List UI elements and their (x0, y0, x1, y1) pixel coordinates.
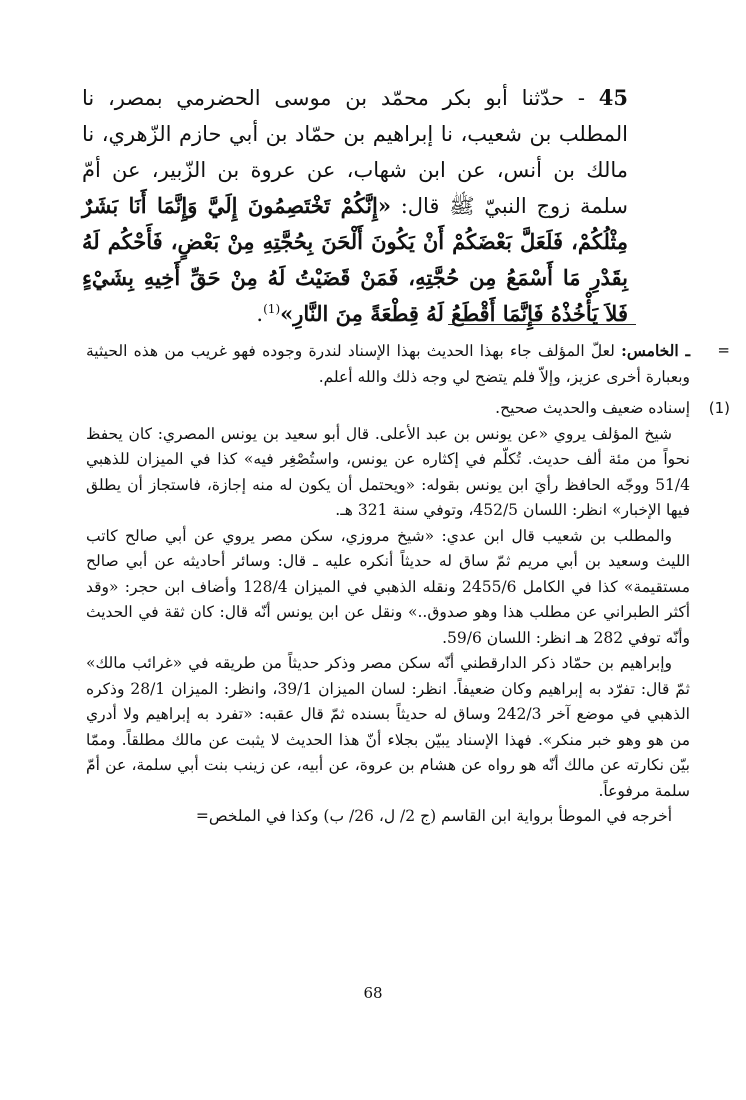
hadith-isnad: - حدّثنا أبو بكر محمّد بن موسى الحضرمي بمصر، نا المطلب بن شعيب، نا إبراهيم بن حمّاد بن أبي حازم الزّهري، نا مالك بن أنس، عن ابن شهاب، عن عروة بن الزّبير، عن أمّ سلمة زوج النبيّ ﷺ قال: (82, 86, 628, 218)
footnote-paragraph: والمطلب بن شعيب قال ابن عدي: «شيخ مروزي، سكن مصر يروي عن أبي صالح كاتب الليث وسعيد بن أبي مريم ثمّ ساق له حديثاً أنكره عليه ـ قال: وسائر أحاديثه عن أبي صالح مستقيمة» كذا في الكامل 2455/6 ونقله الذهبي في الميزان 128/4 وأضاف ابن حجر: «وقد أكثر الطبراني عن مطلب هذا وهو صدوق..» ونقل عن ابن يونس أنّه قال: كان ثقة في الحديث وأنّه توفي 282 هـ انظر: اللسان 59/6. (86, 526, 690, 647)
footnote-paragraph: أخرجه في الموطأ برواية ابن القاسم (ج 2/ ل، 26/ ب) وكذا في الملخص= (195, 807, 672, 825)
page-number: 68 (363, 984, 383, 1002)
continued-note (86, 338, 730, 390)
footnotes-section (86, 338, 730, 836)
hadith-end: . (256, 302, 264, 326)
continuation-marker: = (717, 341, 730, 359)
hadith-paragraph (82, 80, 628, 332)
hadith-matn: «إِنَّكُمْ تَخْتَصِمُونَ إِلَيَّ وَإِنَّمَا أَنَا بَشَرٌ مِثْلُكُمْ، فَلَعَلَّ بَعْضَكُمْ أَنْ يَكُونَ أَلْحَنَ بِحُجَّتِهِ مِنْ بَعْضٍ، فَأَحْكُم لَهُ بِقَدْرِ مَا أَسْمَعُ مِن حُجَّتِهِ، فَمَنْ قَضَيْتُ لَهُ مِنْ حَقِّ أَخِيهِ بِشَيْءٍ فَلاَ يَأْخُذْهُ فَإِنَّمَا أَقْطَعُ لَهُ قِطْعَةً مِنَ النَّارِ» (82, 193, 628, 326)
footnote-separator (448, 324, 636, 325)
footnote-paragraph: وإبراهيم بن حمّاد ذكر الدارقطني أنّه سكن مصر وذكر حديثاً من طريقه في «غرائب مالك» ثمّ قال: تفرّد به إبراهيم وكان ضعيفاً. انظر: لسان الميزان 39/1، وانظر: الميزان 28/1 وذكره الذهبي في موضع آخر 242/3 وساق له حديثاً بسنده ثمّ قال عقبه: «تفرد به إبراهيم ولا أدري من هو وهو خبر منكر». فهذا الإسناد يبيّن بجلاء أنّ هذا الحديث لا يثبت عن مالك مطلقاً. وممّا بيّن نكارته عن مالك أنّه هو رواه عن هشام بن عروة، عن أبيه، عن زينب بنت أبي سلمة، عن أمّ سلمة مرفوعاً. (86, 654, 690, 800)
footnote-reference: (1) (263, 302, 281, 316)
note-khamis-label: ـ الخامس: (621, 341, 690, 360)
footnote-marker: (1) (708, 399, 730, 417)
footnote-1 (86, 396, 730, 830)
footnote-line: إسناده ضعيف والحديث صحيح. (495, 399, 690, 417)
hadith-number: 45 (598, 85, 628, 110)
note-khamis-text: لعلّ المؤلف جاء بهذا الحديث بهذا الإسناد لندرة وجوده فهو غريب من هذه الحيثية وبعبارة أخرى عزيز، وإلاّ فلم يتضح لي وجه ذلك والله أعلم. (86, 342, 690, 386)
footnote-paragraph: شيخ المؤلف يروي «عن يونس بن عبد الأعلى. قال أبو سعيد بن يونس المصري: كان يحفظ نحواً من مئة ألف حديث. تُكلّم في إكثاره عن يونس، واستُصْغِر فيه» كذا في الميزان للذهبي 51/4 ووجّه الحافظ رأيَ ابن يونس بقوله: «ويحتمل أن يكون له منه إجازة، فاستجاز أن يطلق فيها الإخبار» انظر: اللسان 452/5، وتوفي سنة 321 هـ. (86, 424, 690, 519)
